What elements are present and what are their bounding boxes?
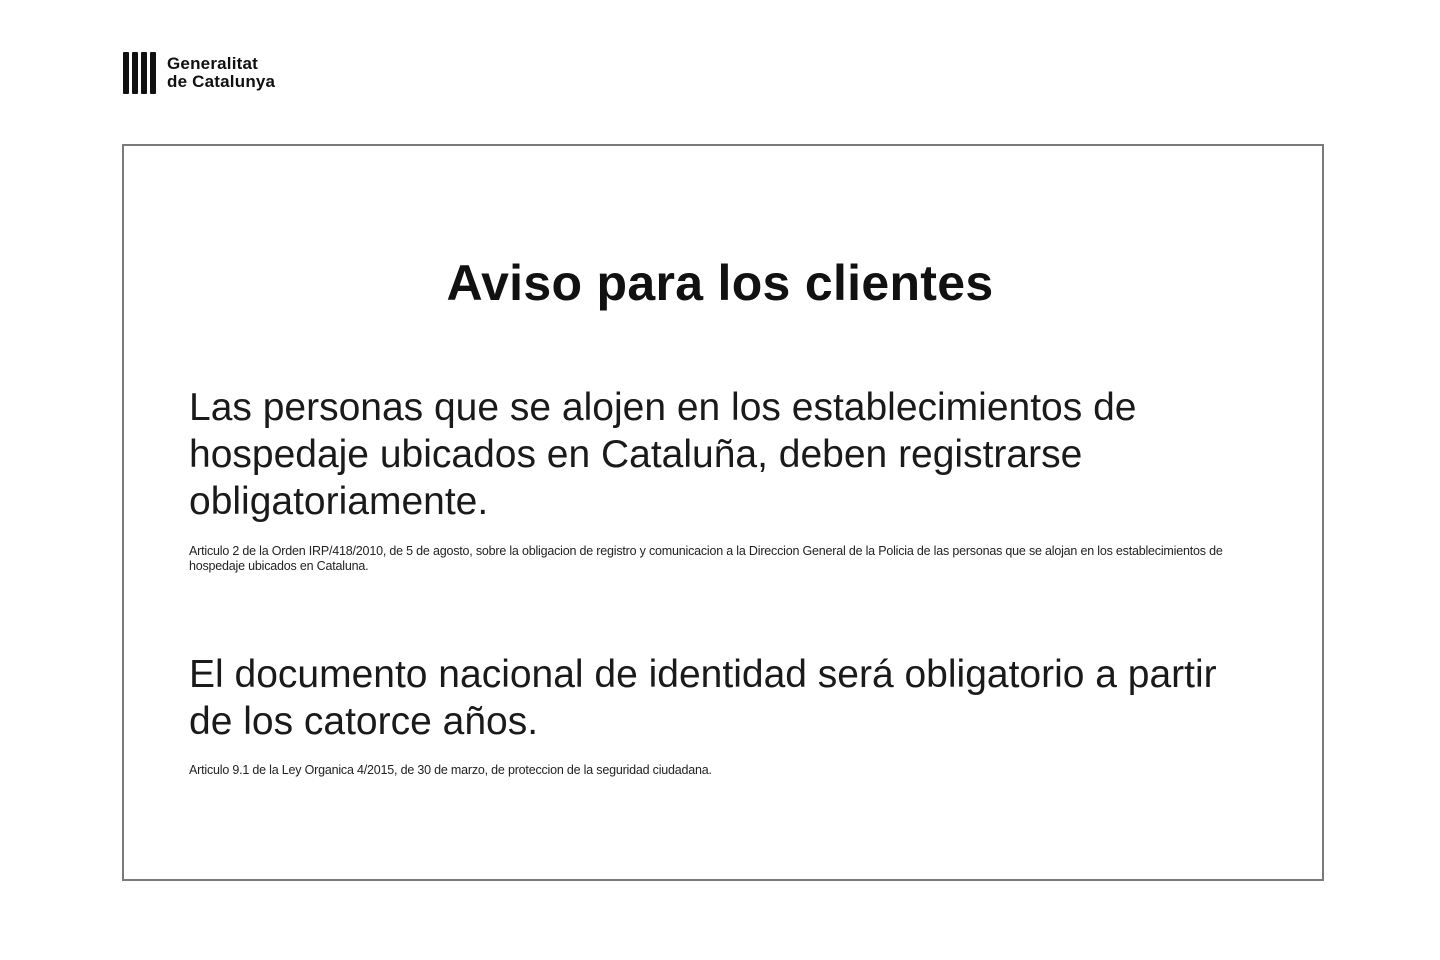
registration-paragraph: Las personas que se alojen en los establecimientos de hospedaje ubicados en Cataluña, deben registrarse obligatoriamente.: [189, 386, 1137, 523]
logo-line-2: de Catalunya: [167, 72, 276, 91]
generalitat-logo: [123, 52, 275, 94]
identity-document-paragraph: El documento nacional de identidad será obligatorio a partir de los catorce años.: [189, 653, 1217, 743]
logo-text: [167, 55, 275, 91]
generalitat-emblem-icon: [123, 52, 159, 94]
logo-line-1: Generalitat: [167, 54, 259, 73]
identity-document-citation: Articulo 9.1 de la Ley Organica 4/2015, de 30 de marzo, de proteccion de la seguridad ciudadana.: [189, 763, 712, 777]
notice-title: Aviso para los clientes: [446, 255, 994, 311]
registration-citation: Articulo 2 de la Orden IRP/418/2010, de 5 de agosto, sobre la obligacion de registro y comunicacion a la Direccion General de la Policia de las personas que se alojan en los establecimientos de hospedaje ubicados en Cataluna.: [189, 544, 1223, 573]
